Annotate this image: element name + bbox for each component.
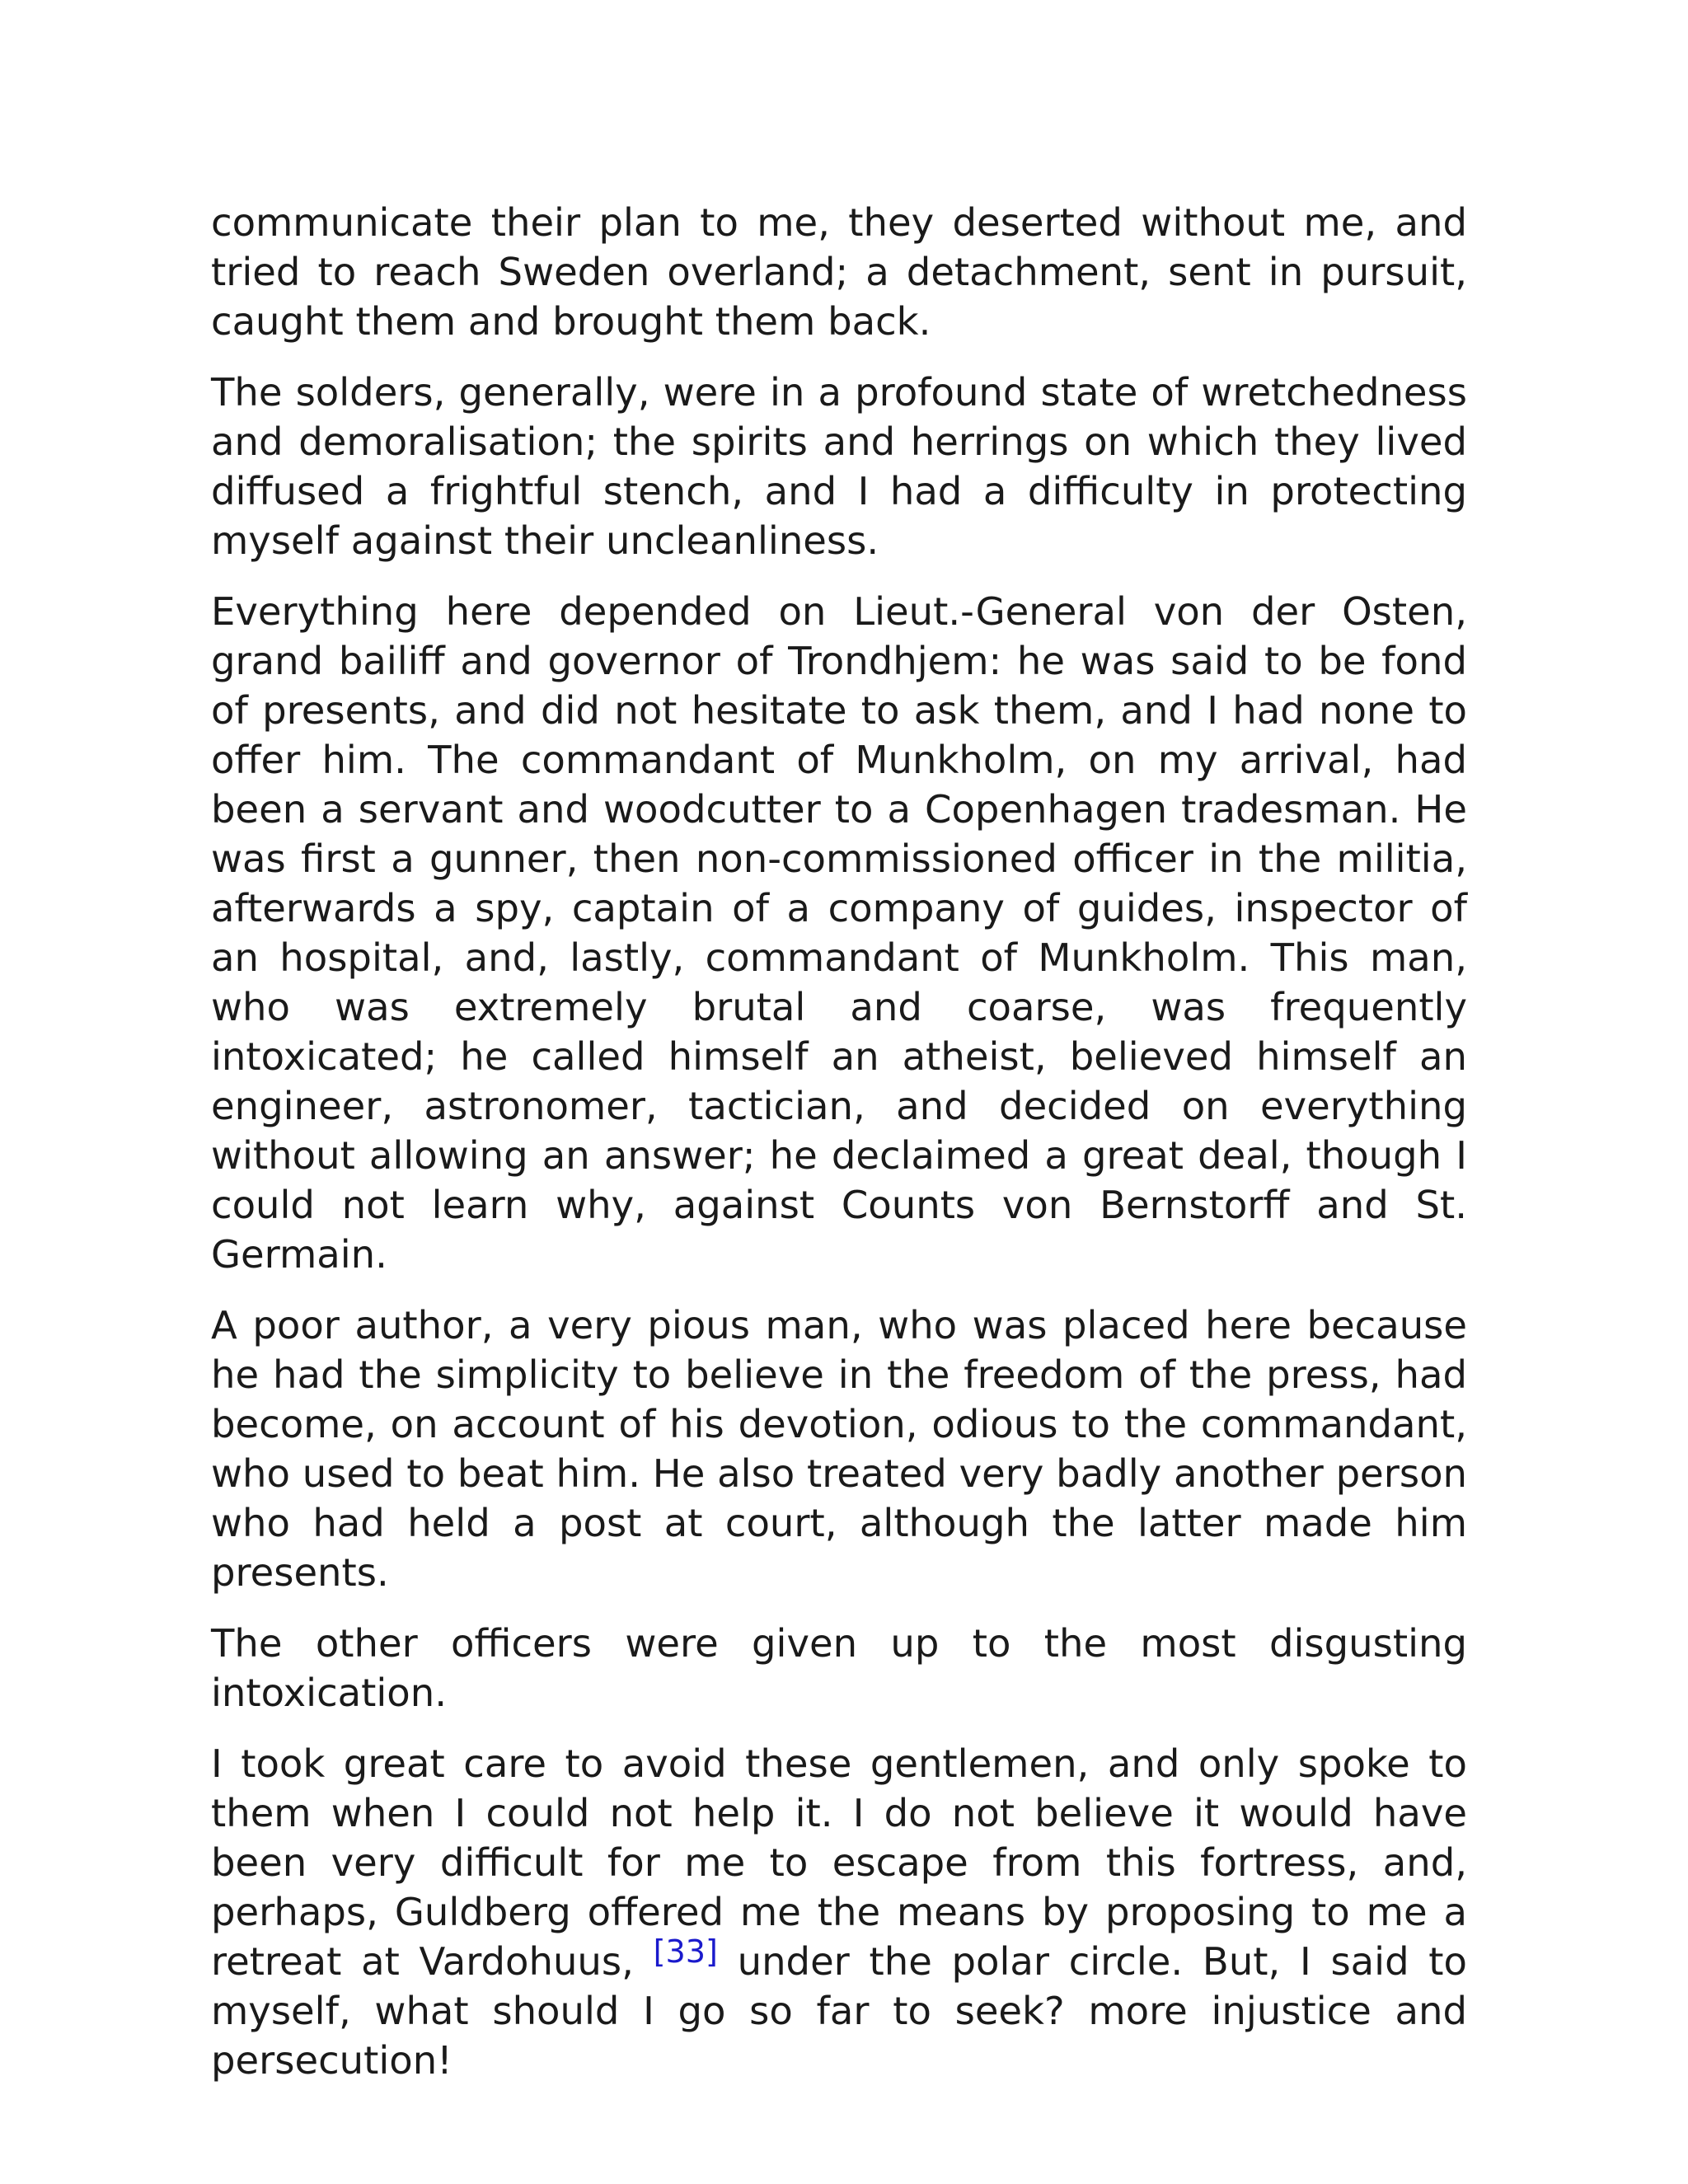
- document-page: [211, 198, 1467, 2107]
- paragraph-2: The solders, generally, were in a profound state of wretchedness and demoralisation; the spirits and herrings on which they lived diffused a frightful stench, and I had a difficulty in protecting myself against their uncleanliness.: [211, 370, 1467, 563]
- paragraph-3: Everything here depended on Lieut.-General von der Osten, grand bailiff and governor of Trondhjem: he was said to be fond of presents, and did not hesitate to ask them, and I had none to offer him. The commandant of Munkholm, on my arrival, had been a servant and woodcutter to a Copenhagen tradesman. He was first a gunner, then non-commissioned officer in the militia, afterwards a spy, captain of a company of guides, inspector of an hospital, and, lastly, commandant of Munkholm. This man, who was extremely brutal and coarse, was frequently intoxicated; he called himself an atheist, believed himself an engineer, astronomer, tactician, and decided on everything without allowing an answer; he declaimed a great deal, though I could not learn why, against Counts von Bernstorff and St. Germain.: [211, 589, 1467, 1277]
- paragraph-4: A poor author, a very pious man, who was placed here because he had the simplicity to believe in the freedom of the press, had become, on account of his devotion, odious to the commandant, who used to beat him. He also treated very badly another person who had held a post at court, although the latter made him presents.: [211, 1303, 1467, 1595]
- paragraph-5: The other officers were given up to the most disgusting intoxication.: [211, 1621, 1467, 1715]
- paragraph-6: [211, 1739, 1467, 2085]
- footnote-link-33[interactable]: [33]: [653, 1933, 718, 1971]
- paragraph-1: communicate their plan to me, they deserted without me, and tried to reach Sweden overland; a detachment, sent in pursuit, caught them and brought them back.: [211, 200, 1467, 344]
- paragraph-6-text-after: under the polar circle. But, I said to myself, what should I go so far to seek? more injustice and persecution!: [211, 1939, 1467, 2083]
- paragraph-6-text-before: I took great care to avoid these gentlemen, and only spoke to them when I could not help it. I do not believe it would have been very difficult for me to escape from this fortress, and, perhaps, Guldberg offered me the means by proposing to me a retreat at Vardohuus,: [211, 1741, 1467, 1984]
